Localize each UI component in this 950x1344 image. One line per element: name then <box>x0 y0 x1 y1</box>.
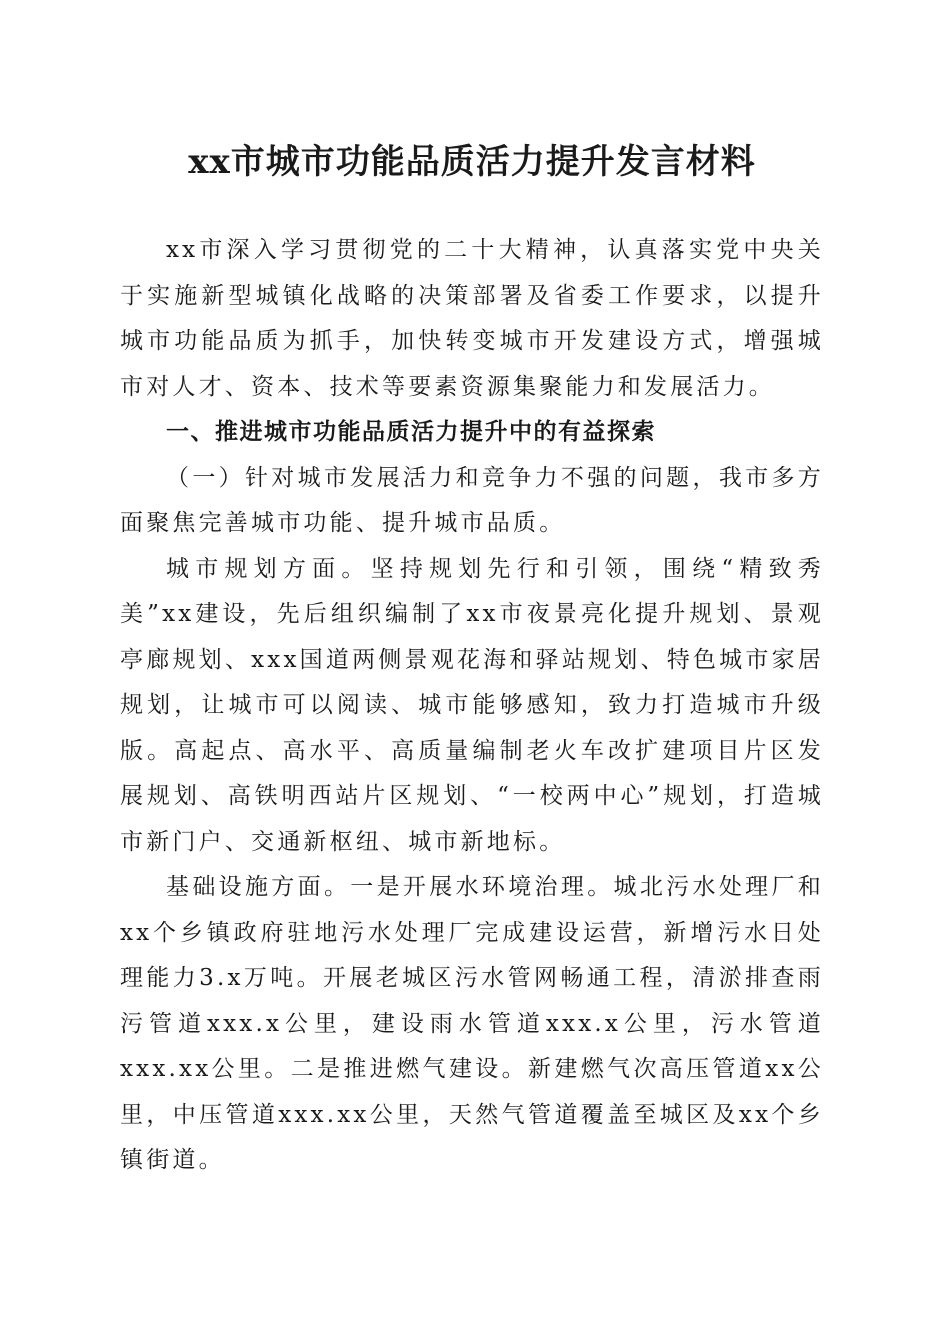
planning-paragraph: 城市规划方面。坚持规划先行和引领，围绕“精致秀美”xx建设，先后组织编制了xx市夜景亮化提升规划、景观亭廊规划、xxx国道两侧景观花海和驿站规划、特色城市家居规划，让城市可以阅读、城市能够感知，致力打造城市升级版。高起点、高水平、高质量编制老火车改扩建项目片区发展规划、高铁明西站片区规划、“一校两中心”规划，打造城市新门户、交通新枢纽、城市新地标。 <box>120 555 824 855</box>
section-1-heading: 一、推进城市功能品质活力提升中的有益探索 <box>166 419 656 445</box>
intro-paragraph: xx市深入学习贯彻党的二十大精神，认真落实党中央关于实施新型城镇化战略的决策部署及省委工作要求，以提升城市功能品质为抓手，加快转变城市开发建设方式，增强城市对人才、资本、技术等要素资源集聚能力和发展活力。 <box>120 237 824 400</box>
subsection-1-heading: （一）针对城市发展活力和竞争力不强的问题，我市多方面聚焦完善城市功能、提升城市品质。 <box>120 464 824 536</box>
infrastructure-paragraph: 基础设施方面。一是开展水环境治理。城北污水处理厂和xx个乡镇政府驻地污水处理厂完成建设运营，新增污水日处理能力3.x万吨。开展老城区污水管网畅通工程，清淤排查雨污管道xxx.x公里，建设雨水管道xxx.x公里，污水管道xxx.xx公里。二是推进燃气建设。新建燃气次高压管道xx公里，中压管道xxx.xx公里，天然气管道覆盖至城区及xx个乡镇街道。 <box>120 874 824 1173</box>
document-body <box>120 228 824 1184</box>
document-title: xx市城市功能品质活力提升发言材料 <box>188 142 756 182</box>
